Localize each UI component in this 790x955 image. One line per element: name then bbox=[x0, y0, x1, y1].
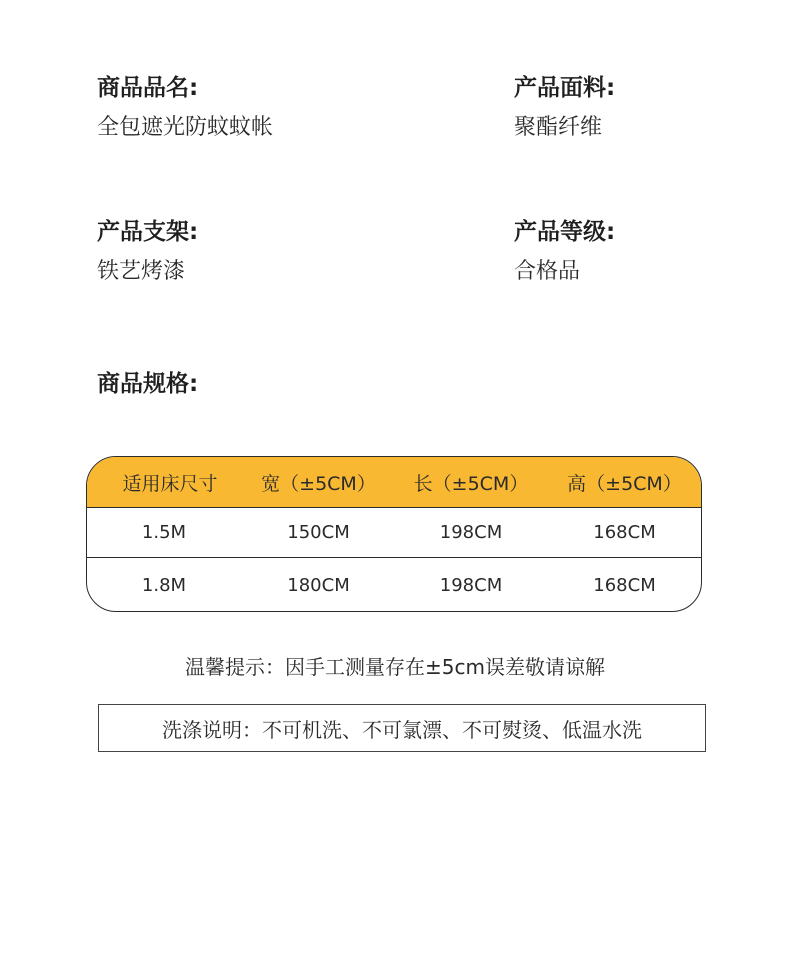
table-cell: 168CM bbox=[593, 522, 656, 543]
table-header-row bbox=[87, 457, 701, 508]
product-material-label: 产品面料: bbox=[514, 75, 616, 101]
table-cell: 168CM bbox=[593, 574, 656, 596]
table-cell: 1.5M bbox=[141, 522, 187, 543]
size-table bbox=[86, 456, 702, 612]
table-header-cell: 长（±5CM） bbox=[413, 472, 529, 495]
table-cell: 198CM bbox=[439, 522, 503, 543]
product-grade-label: 产品等级: bbox=[514, 219, 616, 245]
wash-instructions-box bbox=[98, 704, 706, 752]
product-frame-label: 产品支架: bbox=[97, 219, 199, 245]
table-row bbox=[87, 508, 701, 558]
table-header-cell: 宽（±5CM） bbox=[261, 472, 376, 495]
table-cell: 198CM bbox=[439, 574, 503, 596]
product-name-value: 全包遮光防蚊蚊帐 bbox=[97, 115, 274, 140]
table-row bbox=[87, 558, 701, 612]
product-material-value: 聚酯纤维 bbox=[514, 115, 603, 140]
product-frame-value: 铁艺烤漆 bbox=[97, 259, 186, 284]
table-header-cell: 适用床尺寸 bbox=[122, 472, 218, 495]
table-header-cell: 高（±5CM） bbox=[567, 472, 682, 495]
product-name-label: 商品品名: bbox=[97, 75, 199, 101]
table-cell: 150CM bbox=[287, 522, 350, 543]
spec-label: 商品规格: bbox=[97, 371, 199, 397]
product-grade-value: 合格品 bbox=[514, 259, 581, 284]
measurement-tip: 温馨提示：因手工测量存在±5cm误差敬请谅解 bbox=[185, 655, 605, 679]
table-cell: 1.8M bbox=[141, 574, 187, 596]
wash-instructions-text: 洗涤说明：不可机洗、不可氯漂、不可熨烫、低温水洗 bbox=[162, 717, 642, 742]
table-cell: 180CM bbox=[287, 574, 350, 596]
